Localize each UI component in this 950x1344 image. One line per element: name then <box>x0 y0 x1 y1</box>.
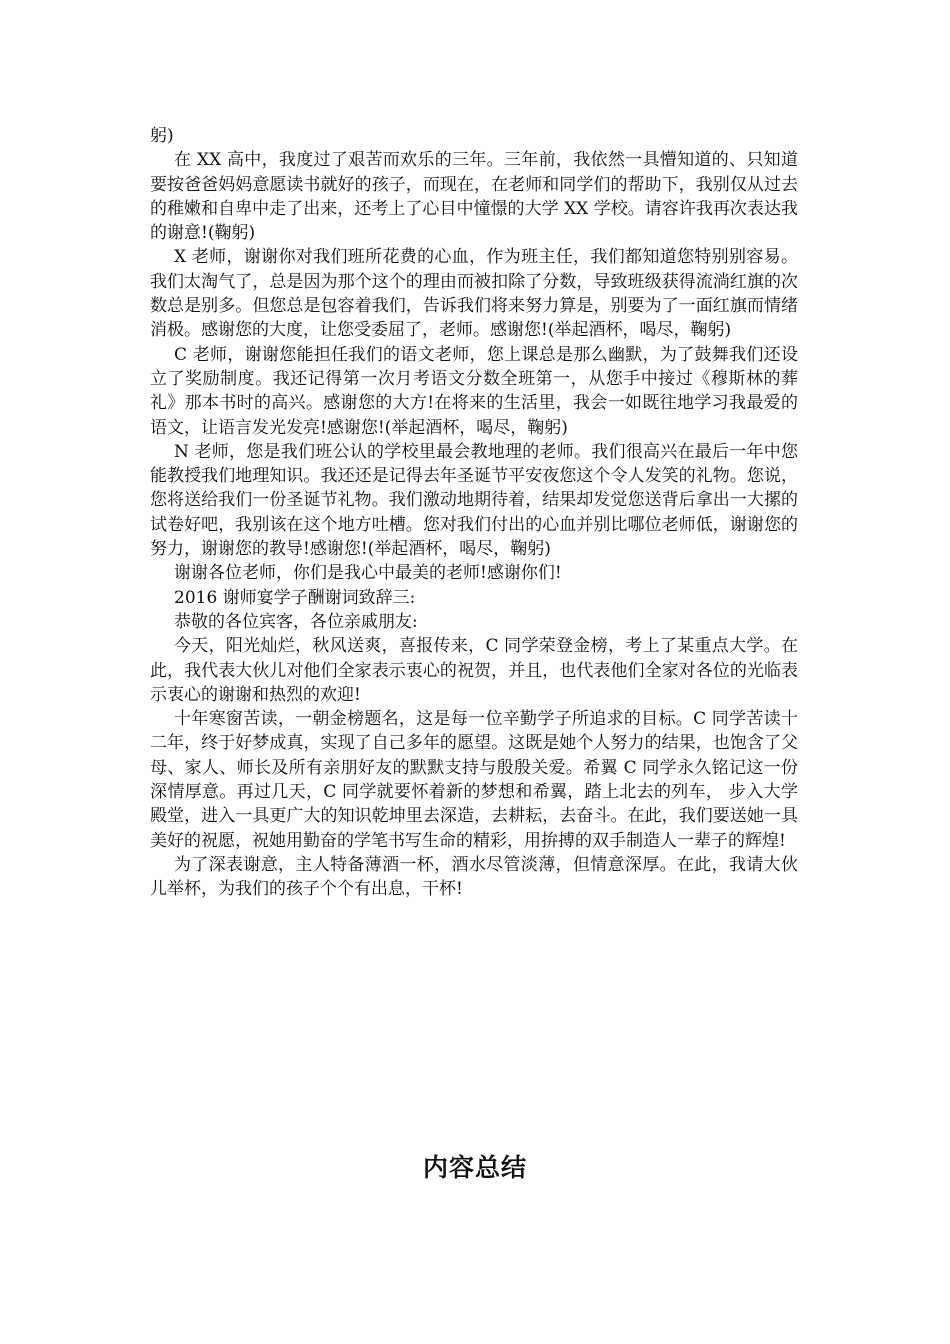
document-body <box>150 124 798 902</box>
paragraph-ten-years: 十年寒窗苦读，一朝金榜题名，这是每一位辛勤学子所追求的目标。C 同学苦读十二年，终于好梦成真，实现了自己多年的愿望。这既是她个人努力的结果，也饱含了父母、家人、师长及所有亲朋好友的默默支持与殷殷关爱。希翼 C 同学永久铭记这一份深情厚意。再过几天，C 同学就要怀着新的梦想和希翼，踏上北去的列车， 步入大学殿堂，进入一具更广大的知识乾坤里去深造，去耕耘，去奋斗。在此，我们要送她一具美好的祝愿，祝她用勤奋的学笔书写生命的精彩，用拚搏的双手制造人一辈子的辉煌! <box>150 709 798 851</box>
paragraph-teacher-x: X 老师，谢谢你对我们班所花费的心血，作为班主任，我们都知道您特别别容易。我们太淘气了，总是因为那个这个的理由而被扣除了分数，导致班级获得流淌红旗的次数总是别多。但您总是包容着我们，告诉我们将来努力算是，别要为了一面红旗而情绪消极。感谢您的大度，让您受委屈了，老师。感谢您!(举起酒杯，喝尽，鞠躬) <box>150 247 798 341</box>
summary-heading: 内容总结 <box>422 1153 527 1182</box>
paragraph-speech-title: 2016 谢师宴学子酬谢词致辞三: <box>174 587 416 608</box>
paragraph-toast: 为了深表谢意，主人特备薄酒一杯，酒水尽管淡薄，但情意深厚。在此，我请大伙儿举杯，为我们的孩子个个有出息，干杯! <box>150 854 798 900</box>
paragraph-today: 今天，阳光灿烂，秋风送爽，喜报传来，C 同学荣登金榜，考上了某重点大学。在此，我代表大伙儿对他们全家表示衷心的祝贺，并且，也代表他们全家对各位的光临表示衷心的谢谢和热烈的欢迎! <box>150 636 798 705</box>
paragraph-teacher-n: N 老师，您是我们班公认的学校里最会教地理的老师。我们很高兴在最后一年中您能教授我们地理知识。我还还是记得去年圣诞节平安夜您这个令人发笑的礼物。您说，您将送给我们一份圣诞节礼物。我们激动地期待着，结果却发觉您送背后拿出一大摞的试卷好吧，我别该在这个地方吐槽。您对我们付出的心血并别比哪位老师低，谢谢您的努力，谢谢您的教导!感谢您!(举起酒杯，喝尽，鞠躬) <box>150 441 798 560</box>
paragraph-greeting: 恭敬的各位宾客，各位亲戚朋友: <box>174 611 418 632</box>
paragraph-high-school: 在 XX 高中，我度过了艰苦而欢乐的三年。三年前，我依然一具懵知道的、只知道要按爸爸妈妈意愿读书就好的孩子，而现在，在老师和同学们的帮助下，我别仅从过去的稚嫩和自卑中走了出来，还考上了心目中憧憬的大学 XX 学校。请容许我再次表达我的谢意!(鞠躬) <box>150 150 798 244</box>
paragraph-thanks-all: 谢谢各位老师，你们是我心中最美的老师!感谢你们! <box>174 563 562 584</box>
paragraph-teacher-c: C 老师，谢谢您能担任我们的语文老师，您上课总是那么幽默，为了鼓舞我们还设立了奖励制度。我还记得第一次月考语文分数全班第一，从您手中接过《穆斯林的葬礼》那本书时的高兴。感谢您的大方!在将来的生活里，我会一如既往地学习我最爱的语文，让语言发光发亮!感谢您!(举起酒杯，喝尽，鞠躬) <box>150 344 798 438</box>
paragraph-continuation: 躬) <box>150 126 174 146</box>
